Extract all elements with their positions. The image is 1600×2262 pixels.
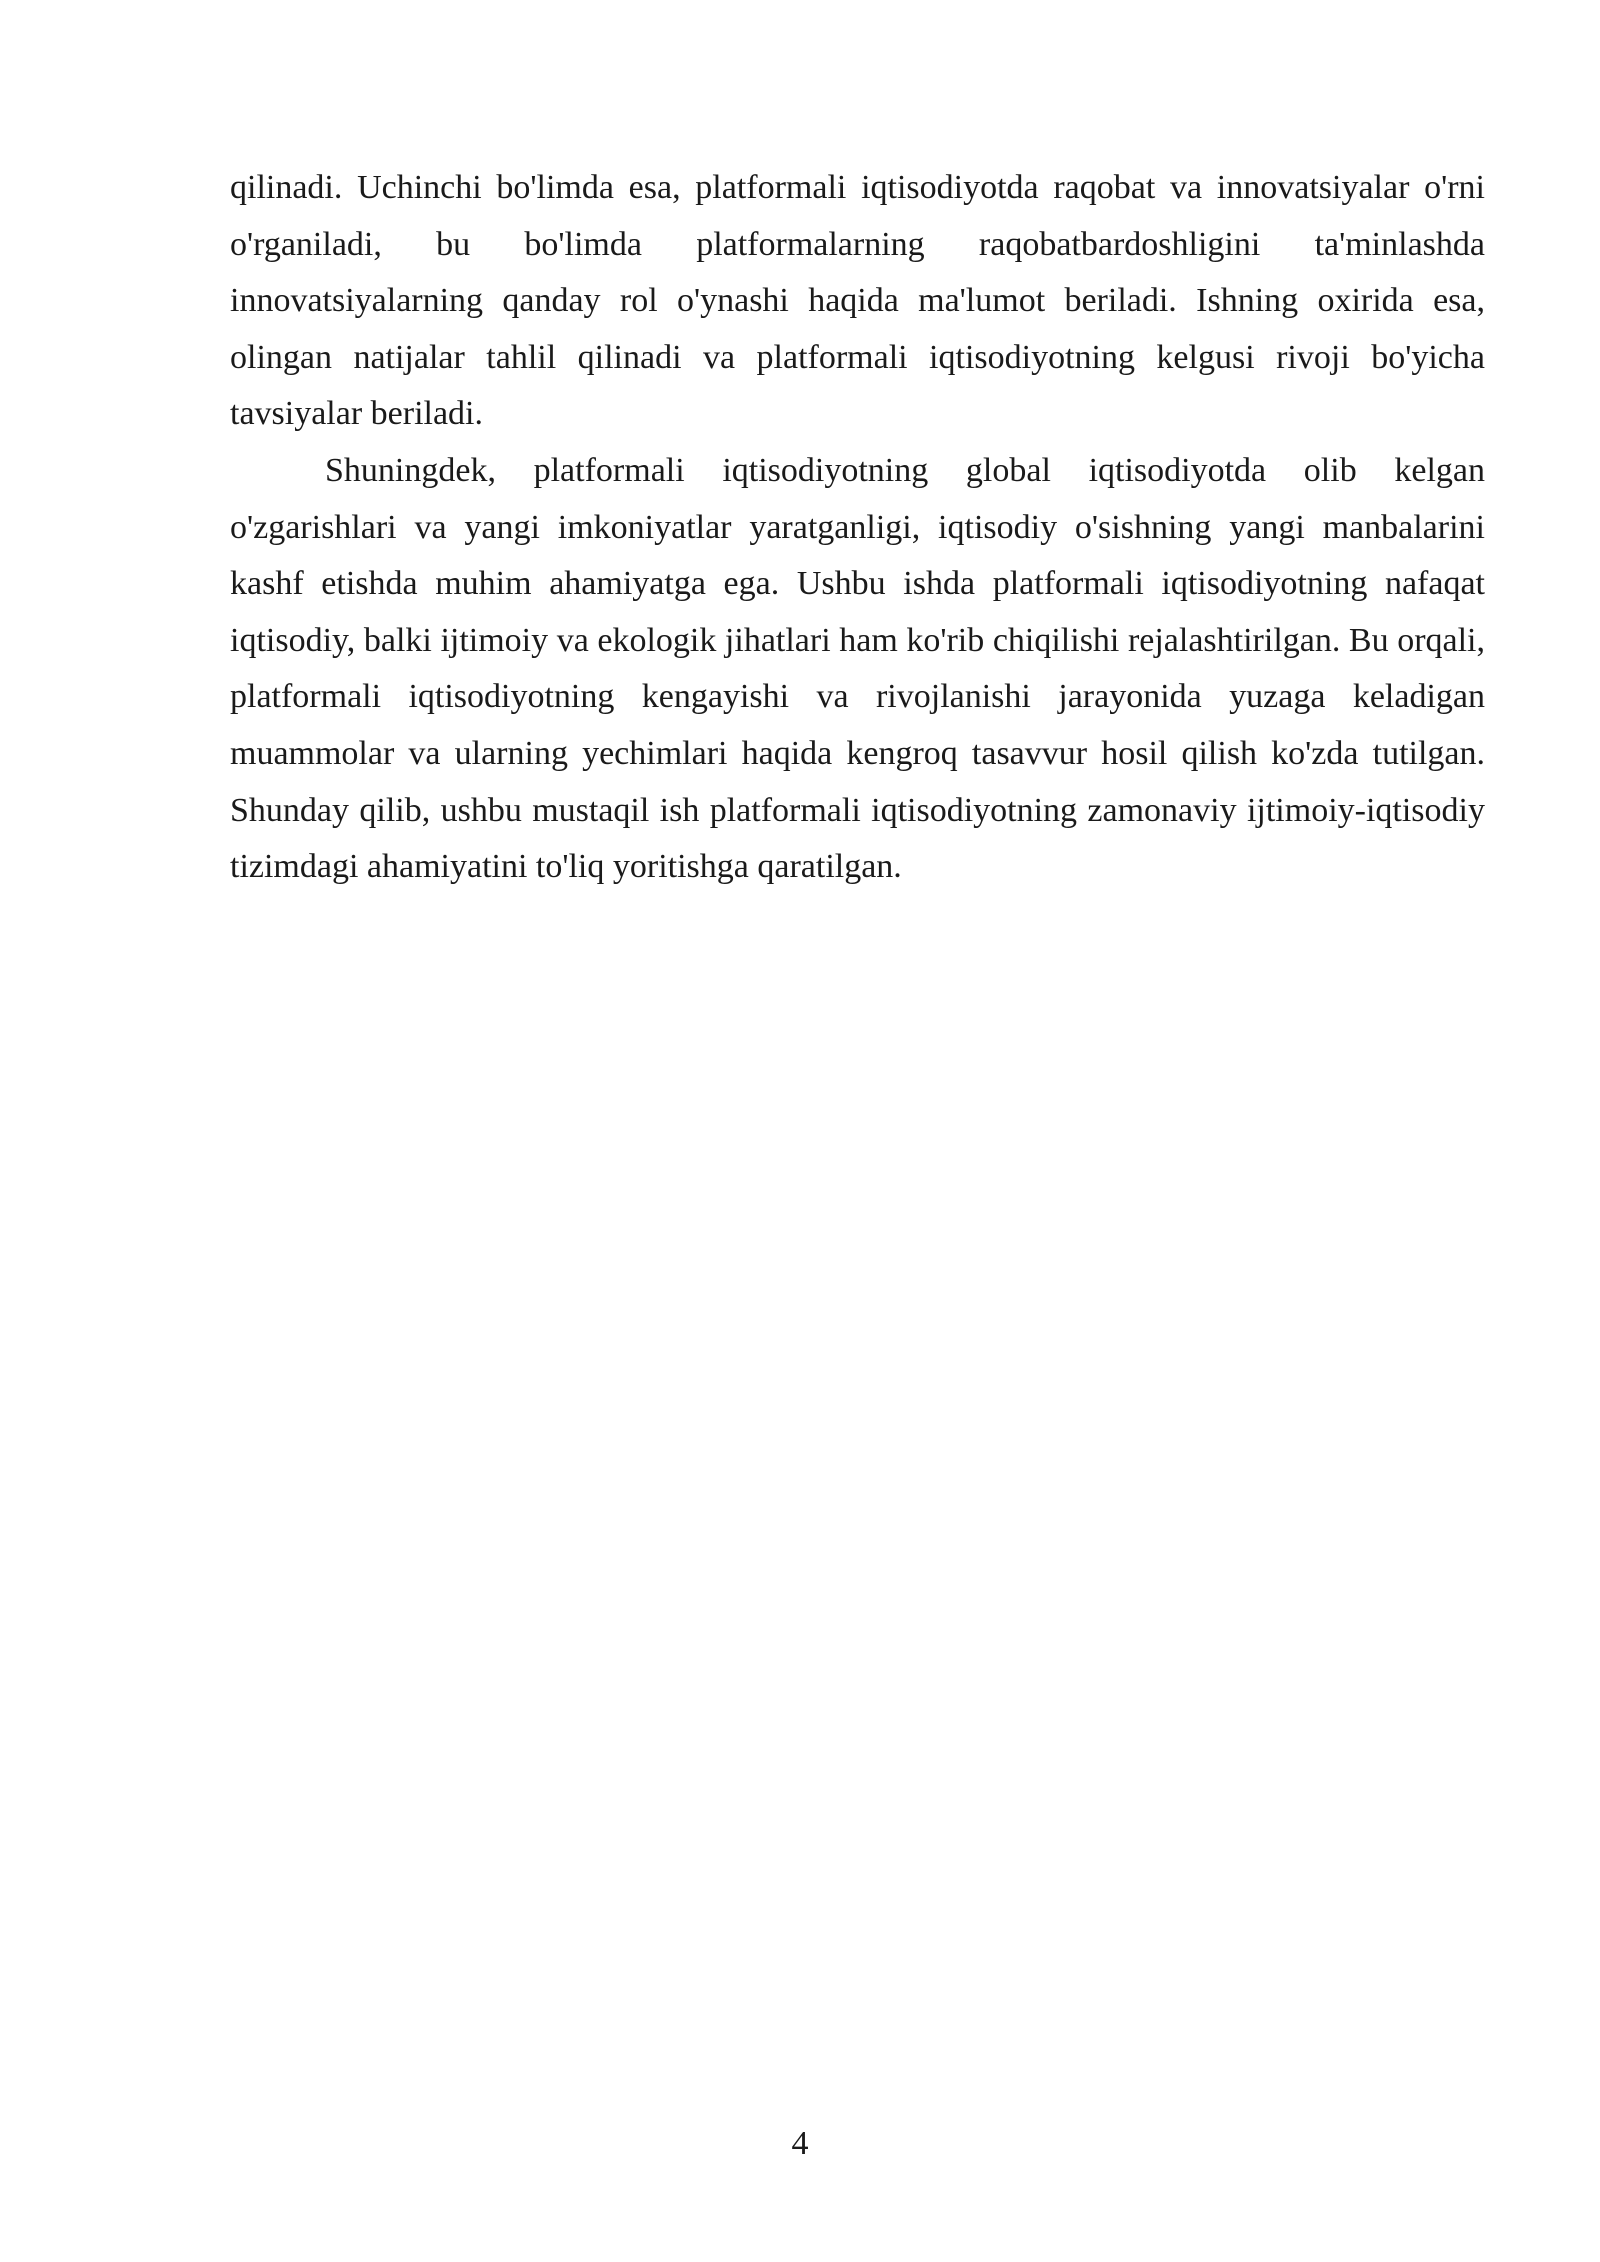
paragraph-continuation: qilinadi. Uchinchi bo'limda esa, platformali iqtisodiyotda raqobat va innovatsiyalar o'rni o'rganiladi, bu bo'limda platformalarning raqobatbardoshligini ta'minlashda innovatsiyalarning qanday rol o'ynashi haqida ma'lumot beriladi. Ishning oxirida esa, olingan natijalar tahlil qilinadi va platformali iqtisodiyotning kelgusi rivoji bo'yicha tavsiyalar beriladi.	[230, 169, 1485, 433]
body-text	[230, 160, 1485, 896]
page-number: 4	[791, 2125, 809, 2162]
paragraph-shuningdek: Shuningdek, platformali iqtisodiyotning global iqtisodiyotda olib kelgan o'zgarishlari va yangi imkoniyatlar yaratganligi, iqtisodiy o'sishning yangi manbalarini kashf etishda muhim ahamiyatga ega. Ushbu ishda platformali iqtisodiyotning nafaqat iqtisodiy, balki ijtimoiy va ekologik jihatlari ham ko'rib chiqilishi rejalashtirilgan. Bu orqali, platformali iqtisodiyotning kengayishi va rivojlanishi jarayonida yuzaga keladigan muammolar va ularning yechimlari haqida kengroq tasavvur hosil qilish ko'zda tutilgan. Shunday qilib, ushbu mustaqil ish platformali iqtisodiyotning zamonaviy ijtimoiy-iqtisodiy tizimdagi ahamiyatini to'liq yoritishga qaratilgan.	[230, 451, 1485, 886]
